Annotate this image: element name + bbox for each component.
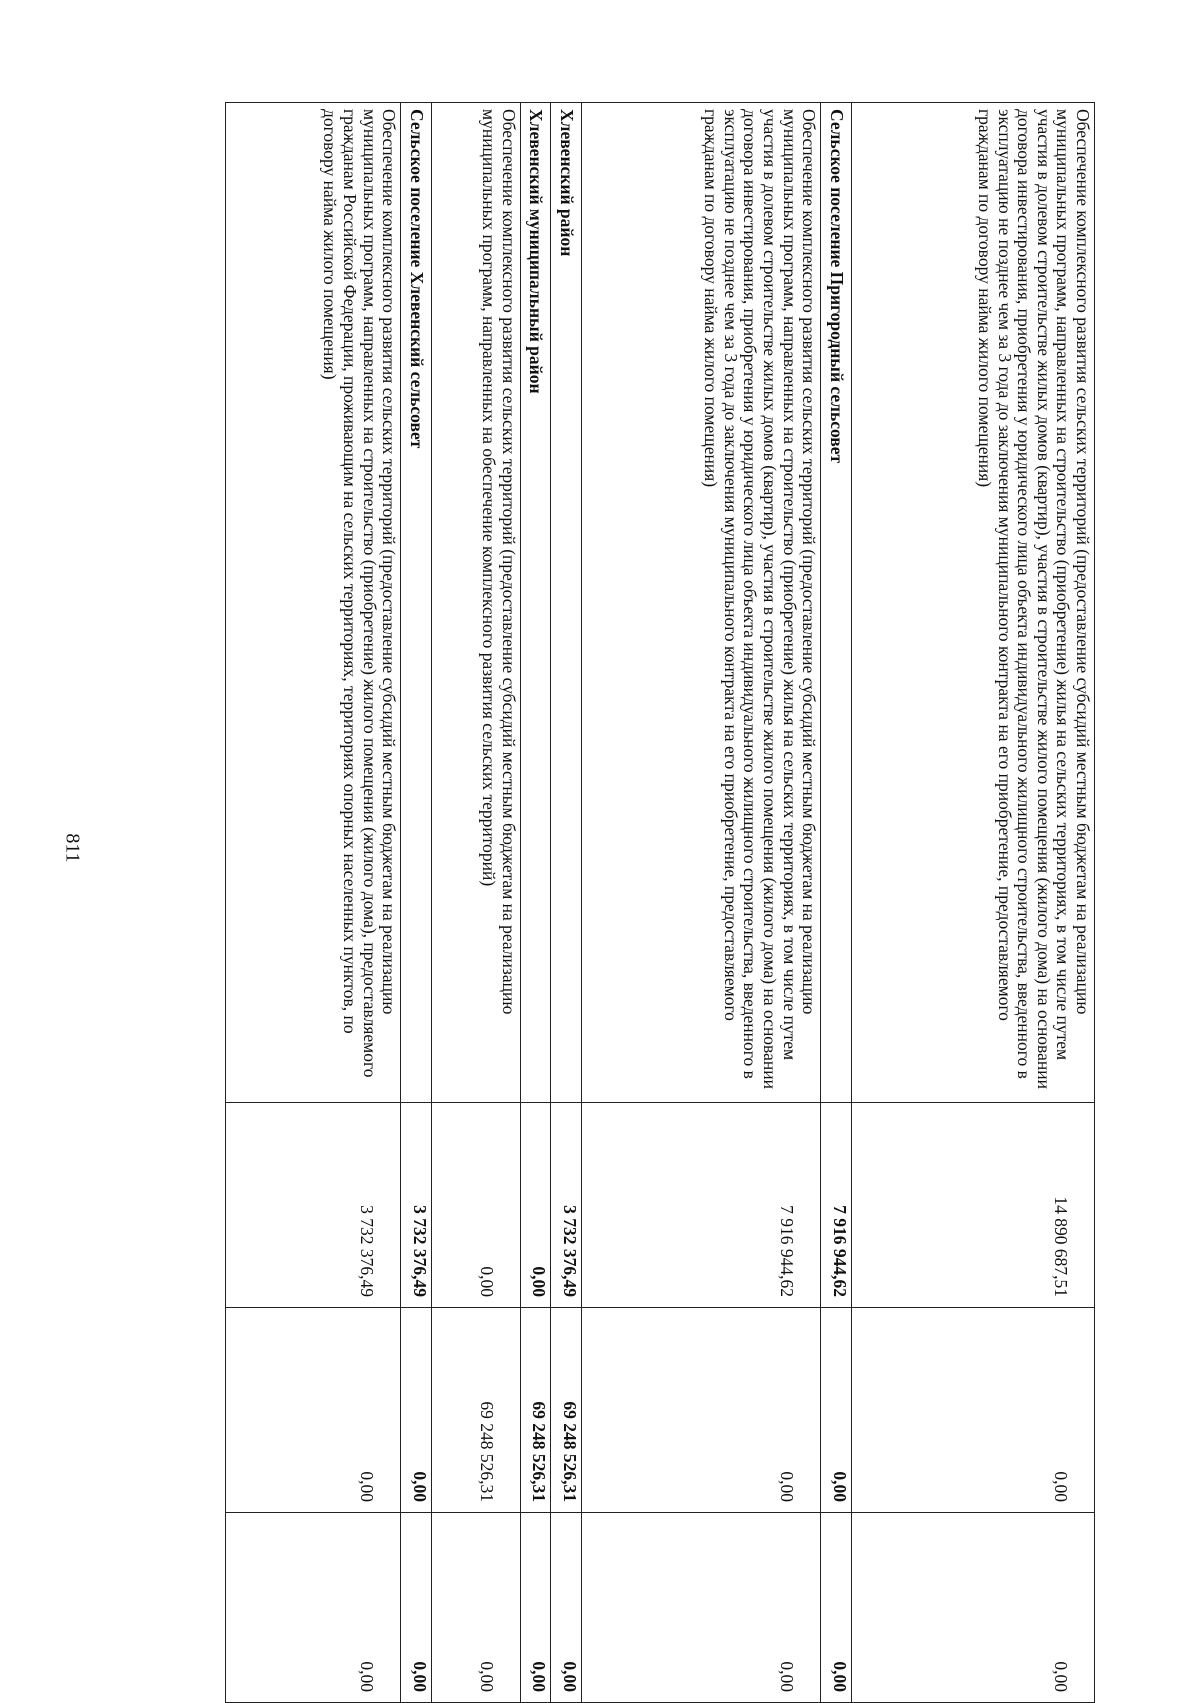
table-row-subtotal — [821, 103, 852, 1703]
table-row-subtotal — [520, 103, 551, 1703]
row-value-3: 0,00 — [582, 1513, 821, 1703]
row-description: Обеспечение комплексного развития сельских территорий (предоставление субсидий местным бюджетам на реализацию муниципальных программ, направленных на строительство (приобретение) жилого помещения (жилого дома), предоставляемого гражданам Российской Федерации, проживающим на сельских территориях, территориях опорных населенных пунктов, по договору найма жилого помещения) — [226, 103, 401, 1103]
row-description: Хлевенский муниципальный район — [520, 103, 551, 1103]
row-value-3: 0,00 — [852, 1513, 1095, 1703]
row-value-3: 0,00 — [551, 1513, 582, 1703]
row-value-2: 69 248 526,31 — [431, 1308, 520, 1513]
row-value-3: 0,00 — [520, 1513, 551, 1703]
row-description: Обеспечение комплексного развития сельских территорий (предоставление субсидий местным бюджетам на реализацию муниципальных программ, направленных на строительство (приобретение) жилья на сельских территориях, в том числе путем участия в долевом строительстве жилых домов (квартир), участия в строительстве жилого помещения (жилого дома) на основании договора инвестирования, приобретения у юридического лица объекта индивидуального жилищного строительства, введенного в эксплуатацию не позднее чем за 3 года до заключения муниципального контракта на его приобретение, предоставляемого гражданам по договору найма жилого помещения) — [582, 103, 821, 1103]
row-value-1: 14 890 687,51 — [852, 1103, 1095, 1308]
row-description: Сельское поселение Пригородный сельсовет — [821, 103, 852, 1103]
row-value-2: 0,00 — [821, 1308, 852, 1513]
row-value-3: 0,00 — [401, 1513, 432, 1703]
row-value-3: 0,00 — [821, 1513, 852, 1703]
row-value-2: 69 248 526,31 — [551, 1308, 582, 1513]
row-value-2: 0,00 — [852, 1308, 1095, 1513]
budget-table — [225, 102, 1095, 1703]
row-value-1: 7 916 944,62 — [821, 1103, 852, 1308]
row-description: Хлевенский район — [551, 103, 582, 1103]
table-row — [582, 103, 821, 1703]
row-value-1: 3 732 376,49 — [226, 1103, 401, 1308]
table-row-subtotal — [551, 103, 582, 1703]
page-number: 811 — [61, 833, 84, 863]
table-row — [431, 103, 520, 1703]
row-value-1: 3 732 376,49 — [401, 1103, 432, 1308]
table-row-subtotal — [401, 103, 432, 1703]
row-value-2: 0,00 — [401, 1308, 432, 1513]
table-row — [226, 103, 401, 1703]
row-value-1: 0,00 — [431, 1103, 520, 1308]
row-value-2: 0,00 — [226, 1308, 401, 1513]
row-value-1: 7 916 944,62 — [582, 1103, 821, 1308]
rotated-table-container — [225, 102, 1095, 1702]
row-value-3: 0,00 — [226, 1513, 401, 1703]
table-row — [852, 103, 1095, 1703]
row-description: Сельское поселение Хлевенский сельсовет — [401, 103, 432, 1103]
row-description: Обеспечение комплексного развития сельских территорий (предоставление субсидий местным бюджетам на реализацию муниципальных программ, направленных на строительство (приобретение) жилья на сельских территориях, в том числе путем участия в долевом строительстве жилых домов (квартир), участия в строительстве жилого помещения (жилого дома) на основании договора инвестирования, приобретения у юридического лица объекта индивидуального жилищного строительства, введенного в эксплуатацию не позднее чем за 3 года до заключения муниципального контракта на его приобретение, предоставляемого гражданам по договору найма жилого помещения) — [852, 103, 1095, 1103]
row-description: Обеспечение комплексного развития сельских территорий (предоставление субсидий местным бюджетам на реализацию муниципальных программ, направленных на обеспечение комплексного развития сельских территорий) — [431, 103, 520, 1103]
row-value-2: 0,00 — [582, 1308, 821, 1513]
row-value-2: 69 248 526,31 — [520, 1308, 551, 1513]
row-value-3: 0,00 — [431, 1513, 520, 1703]
row-value-1: 0,00 — [520, 1103, 551, 1308]
row-value-1: 3 732 376,49 — [551, 1103, 582, 1308]
